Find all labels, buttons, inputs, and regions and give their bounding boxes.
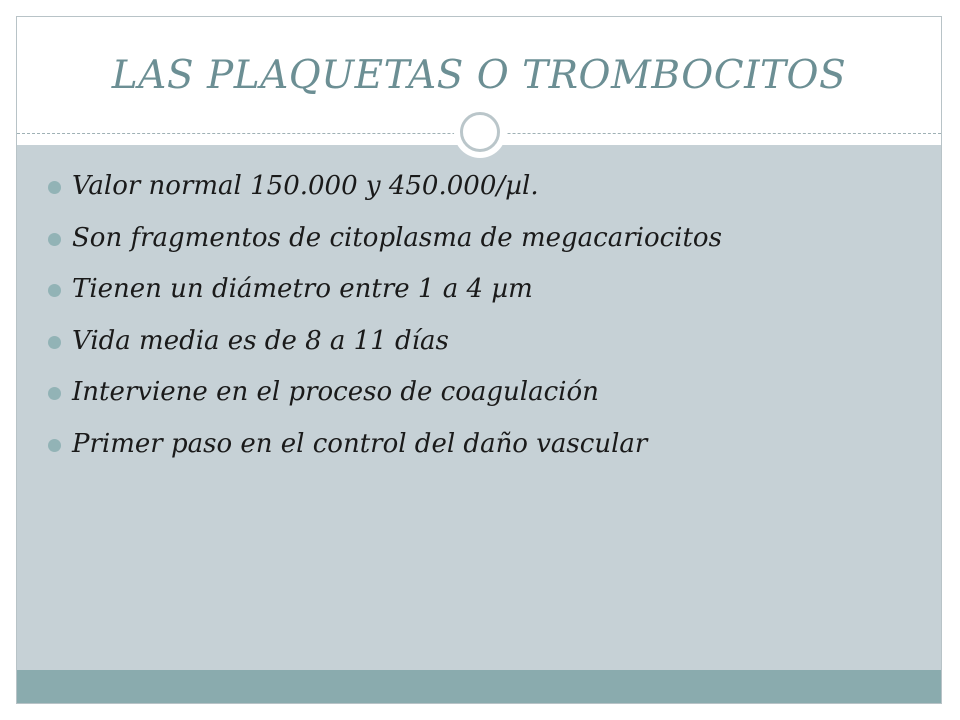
bullet-text: Interviene en el proceso de coagulación (72, 377, 599, 407)
bullet-item (48, 216, 722, 268)
bullet-text: Vida media es de 8 a 11 días (72, 325, 449, 356)
circle-ring-inner (460, 112, 500, 152)
bullet-text: Tienen un diámetro entre 1 a 4 µm (72, 274, 533, 304)
bullet-item (48, 164, 722, 216)
slide-title: LAS PLAQUETAS O TROMBOCITOS (111, 53, 847, 98)
bullet-dot-icon (48, 387, 61, 400)
bullet-dot-icon (48, 336, 61, 349)
circle-ring-icon (454, 106, 506, 158)
bullet-item (48, 319, 722, 371)
bullet-text: Primer paso en el control del daño vascular (72, 428, 648, 459)
bullet-item (48, 267, 722, 319)
bullet-dot-icon (48, 233, 61, 246)
bullet-item (48, 370, 722, 422)
bullet-dot-icon (48, 439, 61, 452)
bullet-item (48, 422, 722, 474)
bullet-text: Son fragmentos de citoplasma de megacariocitos (72, 222, 722, 253)
bullet-dot-icon (48, 284, 61, 297)
bullet-dot-icon (48, 181, 61, 194)
bullet-list (48, 164, 722, 473)
bullet-text: Valor normal 150.000 y 450.000/µl. (72, 171, 539, 201)
footer-bar (17, 670, 941, 703)
